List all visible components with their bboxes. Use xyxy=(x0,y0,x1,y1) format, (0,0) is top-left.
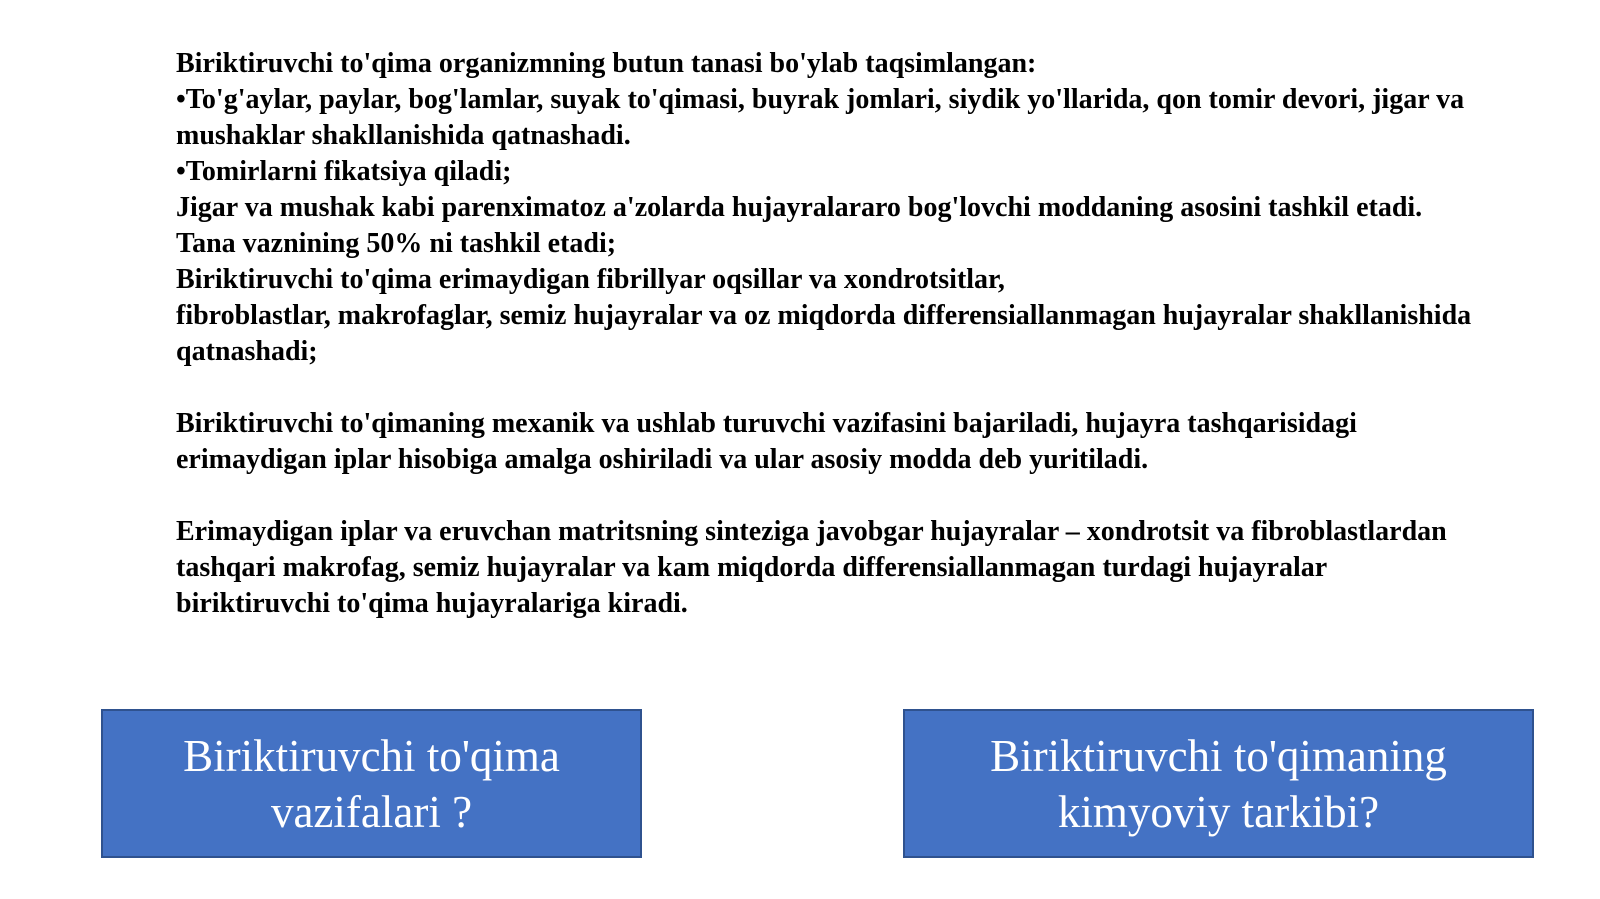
paragraph-spacer xyxy=(176,478,1476,514)
paragraph-spacer xyxy=(176,370,1476,406)
body-paragraph-8: Erimaydigan iplar va eruvchan matritsning sinteziga javobgar hujayralar – xondrotsit va fibroblastlardan tashqari makrofag, semiz hujayralar va kam miqdorda differensiallanmagan turdagi hujayralar biriktiruvchi to'qima hujayralariga kiradi. xyxy=(176,516,1447,619)
body-paragraph-5: Biriktiruvchi to'qima erimaydigan fibrillyar oqsillar va xondrotsitlar, xyxy=(176,264,1005,295)
body-paragraph-1: Biriktiruvchi to'qima organizmning butun tanasi bo'ylab taqsimlangan: xyxy=(176,48,1037,79)
body-paragraph-2: •To'g'aylar, paylar, bog'lamlar, suyak to'qimasi, buyrak jomlari, siydik yo'llarida, qon tomir devori, jigar va mushaklar shakllanishida qatnashadi. xyxy=(176,84,1465,151)
body-paragraph-4: Jigar va mushak kabi parenximatoz a'zolarda hujayralararo bog'lovchi moddaning asosini tashkil etadi. Tana vaznining 50% ni tashkil etadi; xyxy=(176,192,1423,259)
slide-body-text xyxy=(176,46,1476,622)
chemical-composition-link-button[interactable] xyxy=(903,709,1534,858)
body-paragraph-7: Biriktiruvchi to'qimaning mexanik va ushlab turuvchi vazifasini bajariladi, hujayra tashqarisidagi erimaydigan iplar hisobiga amalga oshiriladi va ular asosiy modda deb yuritiladi. xyxy=(176,408,1357,475)
chemical-composition-link-label: Biriktiruvchi to'qimaning kimyoviy tarkibi? xyxy=(990,730,1447,837)
functions-link-button[interactable] xyxy=(101,709,642,858)
functions-link-label: Biriktiruvchi to'qima vazifalari ? xyxy=(183,730,560,837)
body-paragraph-6: fibroblastlar, makrofaglar, semiz hujayralar va oz miqdorda differensiallanmagan hujayralar shakllanishida qatnashadi; xyxy=(176,300,1472,367)
body-paragraph-3: •Tomirlarni fikatsiya qiladi; xyxy=(176,156,512,187)
